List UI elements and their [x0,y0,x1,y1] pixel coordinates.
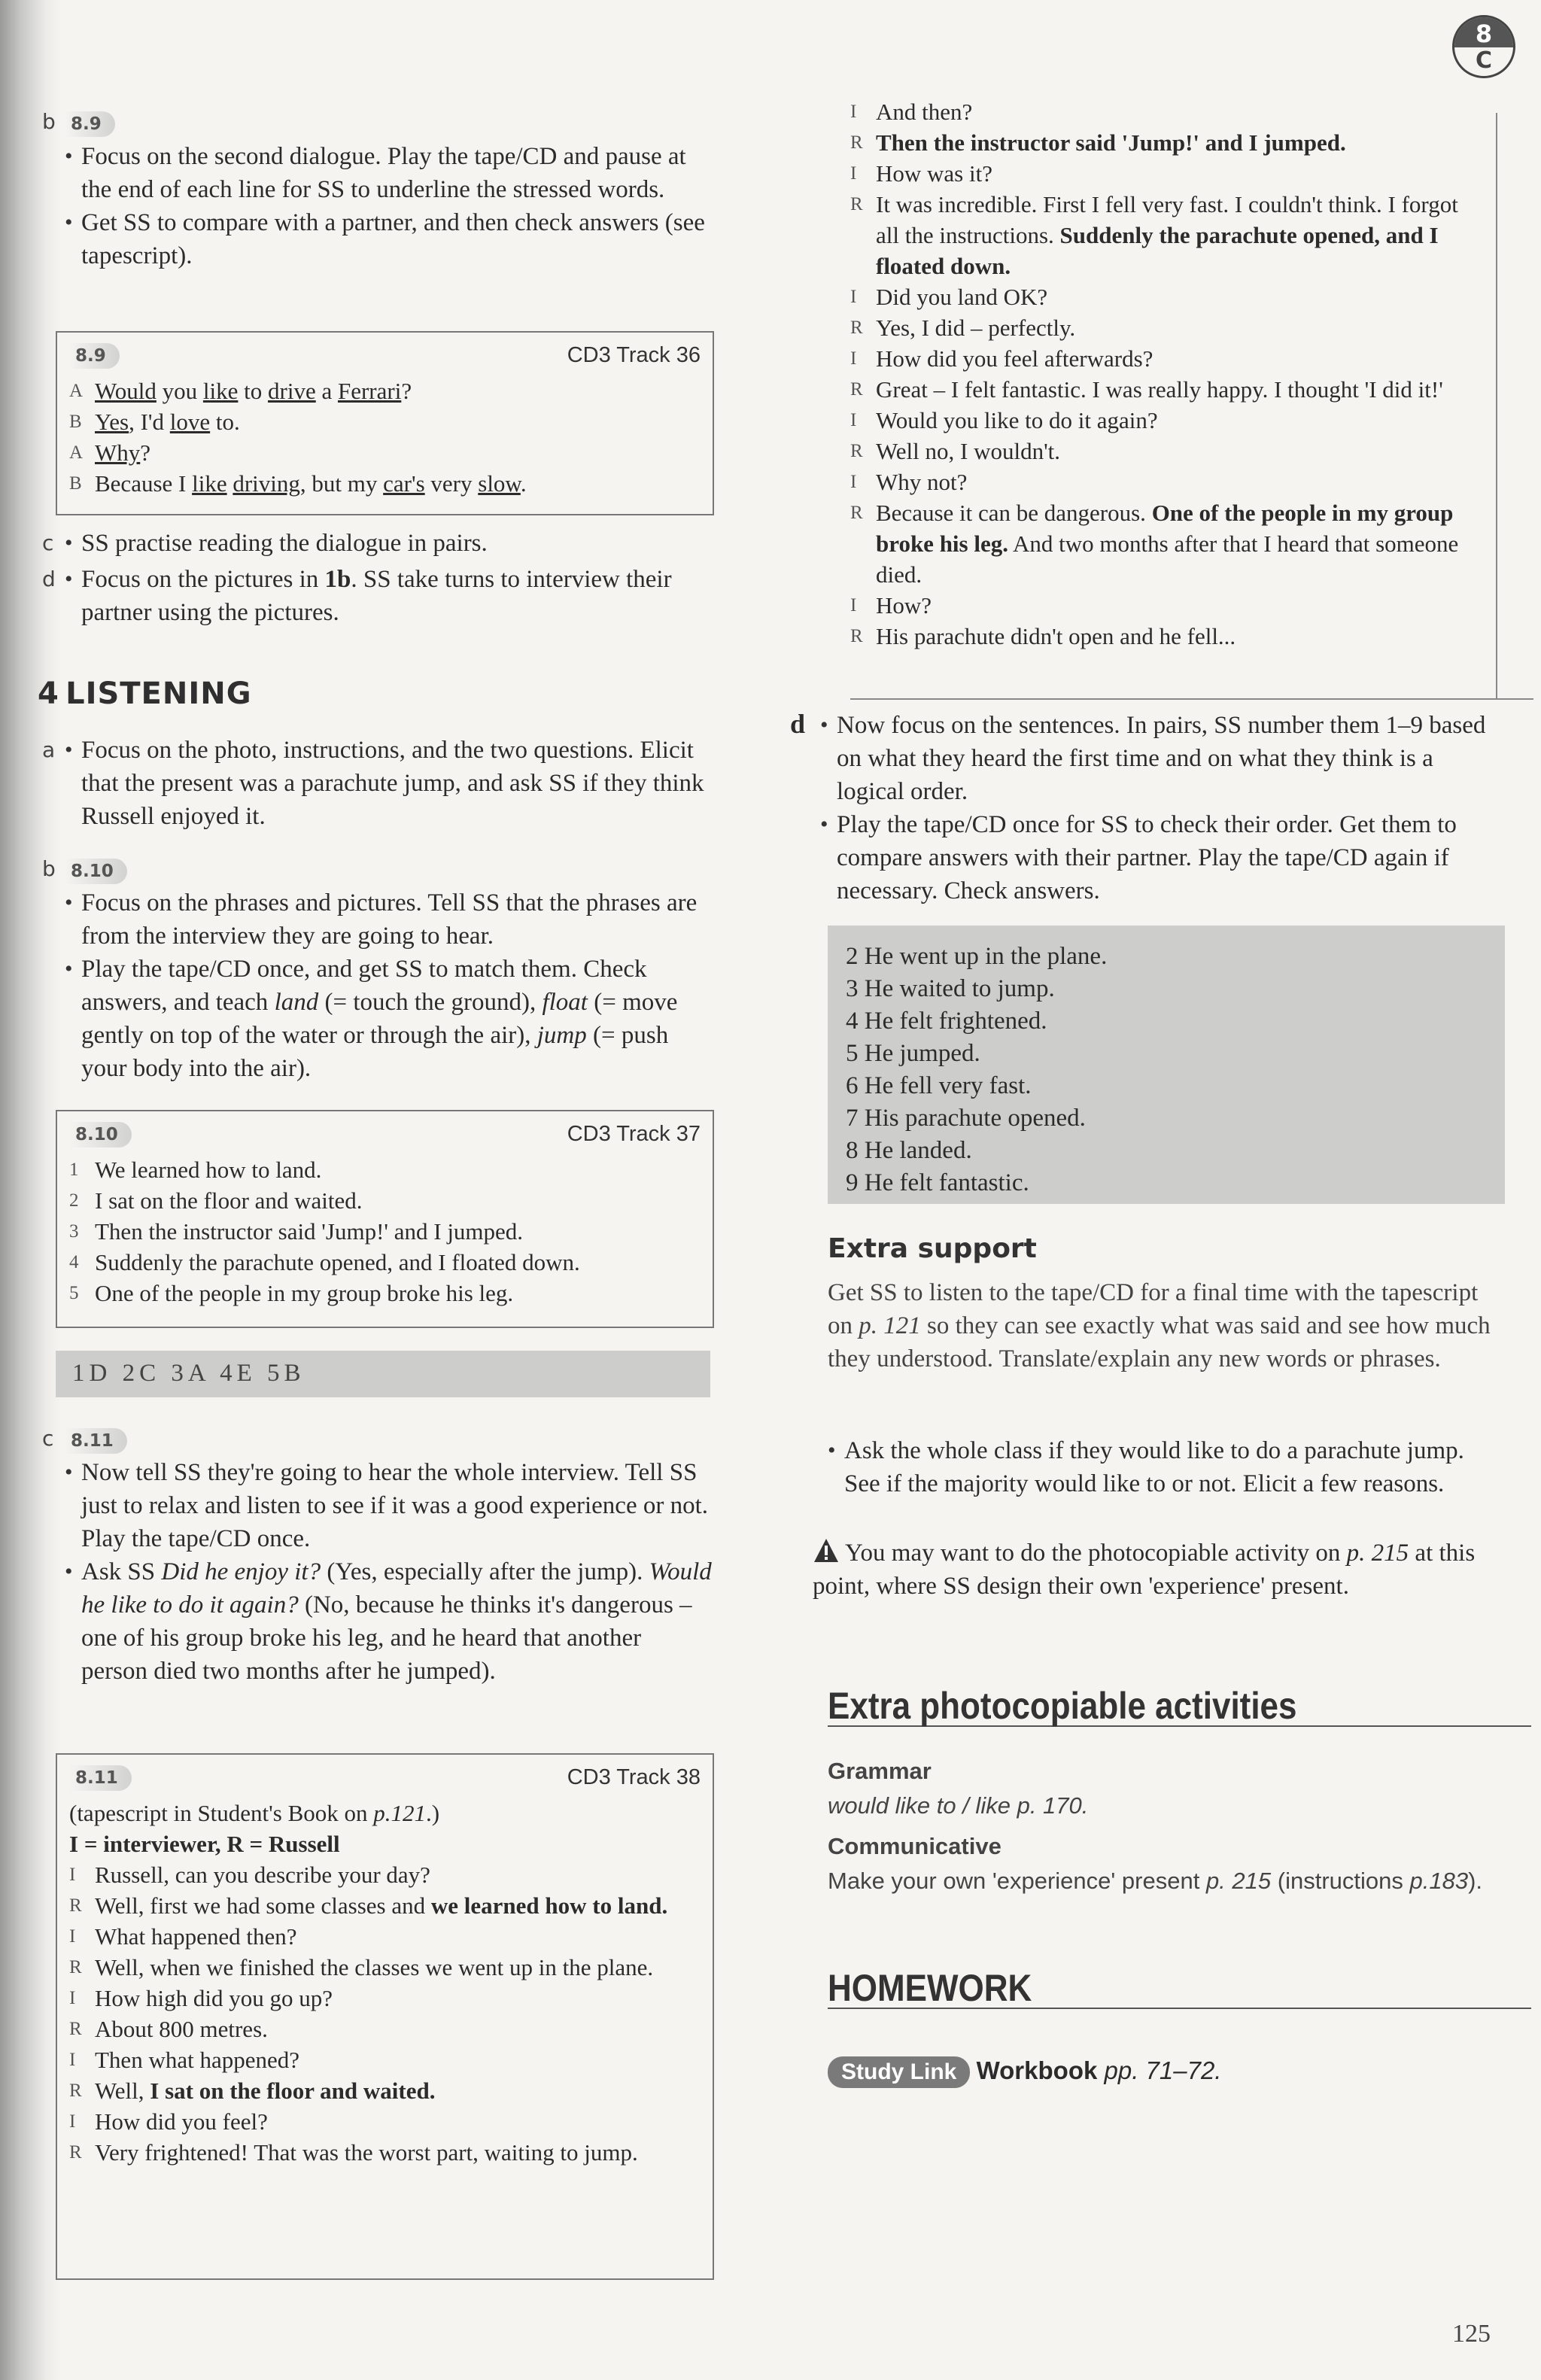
line-text: How? [876,592,932,619]
line-text: How high did you go up? [95,1985,333,2011]
box-8-9-tag: 8.9 [69,343,120,369]
line-text: I sat on the floor and waited. [95,1187,363,1214]
page-number: 125 [1452,2320,1491,2348]
line-text: Then what happened? [95,2047,299,2073]
step-d-right-bullet-2: • Play the tape/CD once for SS to check their order. Get them to compare answers with their partner. Play the tape/CD again if necessary. Check answers. [820,808,1497,907]
interview-line [69,1921,701,1952]
speaker-label: R [850,194,863,214]
speaker-label: 4 [69,1252,79,1272]
line-text: Well, first we had some classes and we learned how to land. [95,1892,668,1919]
line-text: One of the people in my group broke his leg. [95,1280,514,1306]
interview-line [850,281,1475,312]
interview-line [850,343,1475,374]
step-b2-bullets [65,886,712,1085]
interview-line [850,497,1475,590]
step-c2-bullet-1: • Now tell SS they're going to hear the whole interview. Tell SS just to relax and listen to see if it was a good experience or not. Play the tape/CD once. [65,1456,712,1555]
interview-line [850,405,1475,436]
speaker-label: R [69,1957,82,1977]
tapescript-end-rule [850,698,1533,700]
step-b-audio-tag: 8.9 [65,105,115,138]
phrase-line [69,1278,701,1309]
order-list [828,926,1505,1214]
speaker-label: I [850,472,857,492]
phrase-line [69,1247,701,1278]
study-link-badge: Study Link [828,2056,970,2088]
homework-line [828,2054,1221,2088]
speaker-label: I [69,1865,76,1885]
step-d-label: d [42,567,56,591]
interview-line [69,2137,701,2168]
dialogue-line [69,437,701,468]
box-8-11-track: CD3 Track 38 [567,1765,701,1789]
speaker-label: I [69,2050,76,2070]
speaker-label: R [850,441,863,461]
step-d-right-bullets [820,709,1497,907]
warning-note [813,1537,1505,1603]
line-text: Russell, can you describe your day? [95,1862,430,1888]
line-text: About 800 metres. [95,2016,268,2042]
homework-title: HOMEWORK [828,1967,1032,2009]
line-text: We learned how to land. [95,1157,322,1183]
step-c2-audio-tag: 8.11 [65,1422,127,1455]
line-text: Why? [95,439,151,466]
audio-box-8-10 [56,1110,714,1328]
speaker-label: R [69,1895,82,1916]
speaker-label: R [850,318,863,338]
dialogue-line [69,406,701,437]
speaker-label: R [850,626,863,646]
interview-line [850,590,1475,621]
unit-number: 8 [1454,17,1513,47]
step-c-label: c [42,530,54,555]
line-text: Great – I felt fantastic. I was really happy. I thought 'I did it!' [876,376,1443,403]
line-text: Because it can be dangerous. One of the people in my group broke his leg. And two months after that I heard that someone died. [876,500,1459,588]
interview-line [850,621,1475,652]
listening-title: LISTENING [65,676,252,711]
interview-line [69,1952,701,1983]
tapescript-continued [850,96,1475,652]
line-text: Why not? [876,469,968,495]
box-8-10-tag: 8.10 [69,1122,132,1147]
order-item: 3 He waited to jump. [846,975,1055,1002]
interview-line [69,2106,701,2137]
speaker-label: R [850,132,863,153]
grammar-text: would like to / like p. 170. [828,1792,1089,1819]
line-text: Because I like driving, but my car's very slow. [95,470,527,497]
step-c2-label: c [42,1426,54,1451]
speaker-label: I [850,102,857,122]
step-b2-bullet-1: • Focus on the phrases and pictures. Tell SS that the phrases are from the interview they are going to hear. [65,886,712,953]
listening-heading [38,677,252,713]
line-text: His parachute didn't open and he fell... [876,623,1236,649]
order-item: 6 He fell very fast. [846,1072,1032,1099]
step-b-label: b [42,109,56,134]
phrase-line [69,1185,701,1216]
dialogue-line [69,468,701,499]
order-item: 9 He felt fantastic. [846,1169,1029,1196]
speaker-label: I [850,348,857,369]
interview-line [850,374,1475,405]
interview-line [69,2014,701,2044]
order-item: 2 He went up in the plane. [846,943,1108,970]
extra-activities-heading [828,1685,1531,1727]
lesson-letter: C [1475,47,1493,74]
workbook-reference: Workbook pp. 71–72. [976,2056,1222,2084]
step-d-bullets [65,563,712,629]
step-c2-bullets [65,1456,712,1688]
step-b2-audio-tag: 8.10 [65,853,127,886]
extra-support-title: Extra support [828,1233,1037,1264]
step-d-right-bullet-1: • Now focus on the sentences. In pairs, SS number them 1–9 based on what they heard the first time and on what they think is a logical order. [820,709,1497,808]
line-text: Very frightened! That was the worst part, waiting to jump. [95,2139,638,2166]
speaker-label: 1 [69,1160,79,1180]
line-text: How did you feel? [95,2108,268,2135]
order-item: 7 His parachute opened. [846,1105,1086,1132]
speaker-label: R [69,2081,82,2101]
homework-heading [828,1967,1531,2009]
order-item: 8 He landed. [846,1137,972,1164]
speaker-label: I [850,287,857,307]
line-text: Then the instructor said 'Jump!' and I jumped. [876,129,1346,156]
interview-line [850,96,1475,127]
interview-line [850,312,1475,343]
speaker-label: B [69,473,82,494]
extra-support-text: Get SS to listen to the tape/CD for a final time with the tapescript on p. 121 so they can see exactly what was said and see how much they understood. Translate/explain any new words or phrases. [828,1279,1491,1372]
speaker-label: 5 [69,1283,79,1303]
warning-triangle-icon [813,1537,840,1564]
step-a-bullets [65,734,712,833]
dialogue-line [69,375,701,406]
step-a-label: a [42,737,56,762]
interview-line [850,467,1475,497]
audio-box-8-9 [56,331,714,515]
step-b-bullets [65,140,712,272]
speaker-label: R [850,503,863,523]
line-text: Did you land OK? [876,284,1048,310]
ask-bullets [828,1434,1505,1500]
answer-key-text: 1D 2C 3A 4E 5B [72,1360,305,1387]
box-8-11-tag: 8.11 [69,1765,132,1791]
interview-line [69,2075,701,2106]
interview-line [850,189,1475,281]
step-b2-label: b [42,856,56,881]
speaker-label: R [69,2019,82,2039]
right-column-rule [1496,113,1497,700]
line-text: What happened then? [95,1923,297,1950]
line-text: Yes, I did – perfectly. [876,315,1076,341]
interview-line [69,1983,701,2014]
line-text: Would you like to do it again? [876,407,1158,433]
line-text: Then the instructor said 'Jump!' and I jumped. [95,1218,524,1245]
line-text: Well, I sat on the floor and waited. [95,2078,436,2104]
warning-text: You may want to do the photocopiable activity on p. 215 at this point, where SS design their own 'experience' present. [813,1540,1476,1600]
order-answer-box [828,926,1505,1204]
box-8-9-lines [69,375,701,499]
step-b-bullet-1: • Focus on the second dialogue. Play the tape/CD and pause at the end of each line for SS to underline the stressed words. [65,140,712,206]
speaker-label: R [69,2142,82,2163]
step-c-bullets [65,527,712,560]
line-text: And then? [876,99,973,125]
step-d-right-label: d [790,709,806,739]
step-d-text: • Focus on the pictures in 1b. SS take turns to interview their partner using the pictures. [65,563,712,629]
speaker-label: I [69,2111,76,2132]
speaker-label: B [69,412,82,432]
listening-number: 4 [38,676,59,711]
speaker-label: I [69,1926,76,1947]
interview-line [69,2044,701,2075]
answer-key-box [56,1351,710,1397]
box-8-10-lines [69,1154,701,1309]
step-b2-bullet-2: • Play the tape/CD once, and get SS to match them. Check answers, and teach land (= touch the ground), float (= move gently on top of the water or through the air), jump (= push your body into the air). [65,953,712,1085]
speaker-label: A [69,381,84,401]
line-text: It was incredible. First I fell very fast. I couldn't think. I forgot all the instructions. Suddenly the parachute opened, and I floated down. [876,191,1458,279]
interview-line [850,127,1475,158]
line-text: Suddenly the parachute opened, and I floated down. [95,1249,580,1275]
speaker-label: I [850,410,857,430]
communicative-heading: Communicative [828,1833,1001,1859]
step-b-bullet-2: • Get SS to compare with a partner, and then check answers (see tapescript). [65,206,712,272]
step-c-text: • SS practise reading the dialogue in pairs. [65,527,712,560]
speaker-label: I [69,1988,76,2008]
speaker-label: A [69,442,84,463]
order-item: 5 He jumped. [846,1040,980,1067]
step-c2-bullet-2: • Ask SS Did he enjoy it? (Yes, especially after the jump). Would he like to do it again? (No, because he thinks it's dangerous – one of his group broke his leg, and he heard that another person died two months after he jumped). [65,1555,712,1688]
box-8-11-key: I = interviewer, R = Russell [69,1831,340,1857]
phrase-line [69,1216,701,1247]
interview-line [850,158,1475,189]
unit-badge [1452,15,1515,78]
line-text: How did you feel afterwards? [876,345,1153,372]
line-text: Well no, I wouldn't. [876,438,1061,464]
step-a-text: • Focus on the photo, instructions, and the two questions. Elicit that the present was a parachute jump, and ask SS if they think Russell enjoyed it. [65,734,712,833]
speaker-label: R [850,379,863,400]
speaker-label: 2 [69,1190,79,1211]
interview-line [69,1859,701,1890]
grammar-heading: Grammar [828,1758,932,1784]
interview-line [850,436,1475,467]
box-8-10-track: CD3 Track 37 [567,1122,701,1146]
line-text: Well, when we finished the classes we went up in the plane. [95,1954,654,1980]
box-8-11-intro: (tapescript in Student's Book on p.121.) [69,1800,440,1826]
audio-box-8-11 [56,1753,714,2280]
speaker-label: 3 [69,1221,79,1242]
box-8-9-track: CD3 Track 36 [567,343,701,367]
communicative-text: Make your own 'experience' present p. 215 (instructions p.183). [828,1868,1482,1894]
order-item: 4 He felt frightened. [846,1008,1047,1035]
interview-line [69,1890,701,1921]
line-text: Yes, I'd love to. [95,409,240,435]
book-spine-shadow [0,0,60,2380]
box-8-11-lines [69,1859,701,2168]
line-text: How was it? [876,160,992,187]
extra-activities-title: Extra photocopiable activities [828,1685,1297,1727]
speaker-label: I [850,163,857,184]
line-text: Would you like to drive a Ferrari? [95,378,412,404]
speaker-label: I [850,595,857,616]
ask-text: • Ask the whole class if they would like to do a parachute jump. See if the majority would like to or not. Elicit a few reasons. [828,1434,1505,1500]
phrase-line [69,1154,701,1185]
